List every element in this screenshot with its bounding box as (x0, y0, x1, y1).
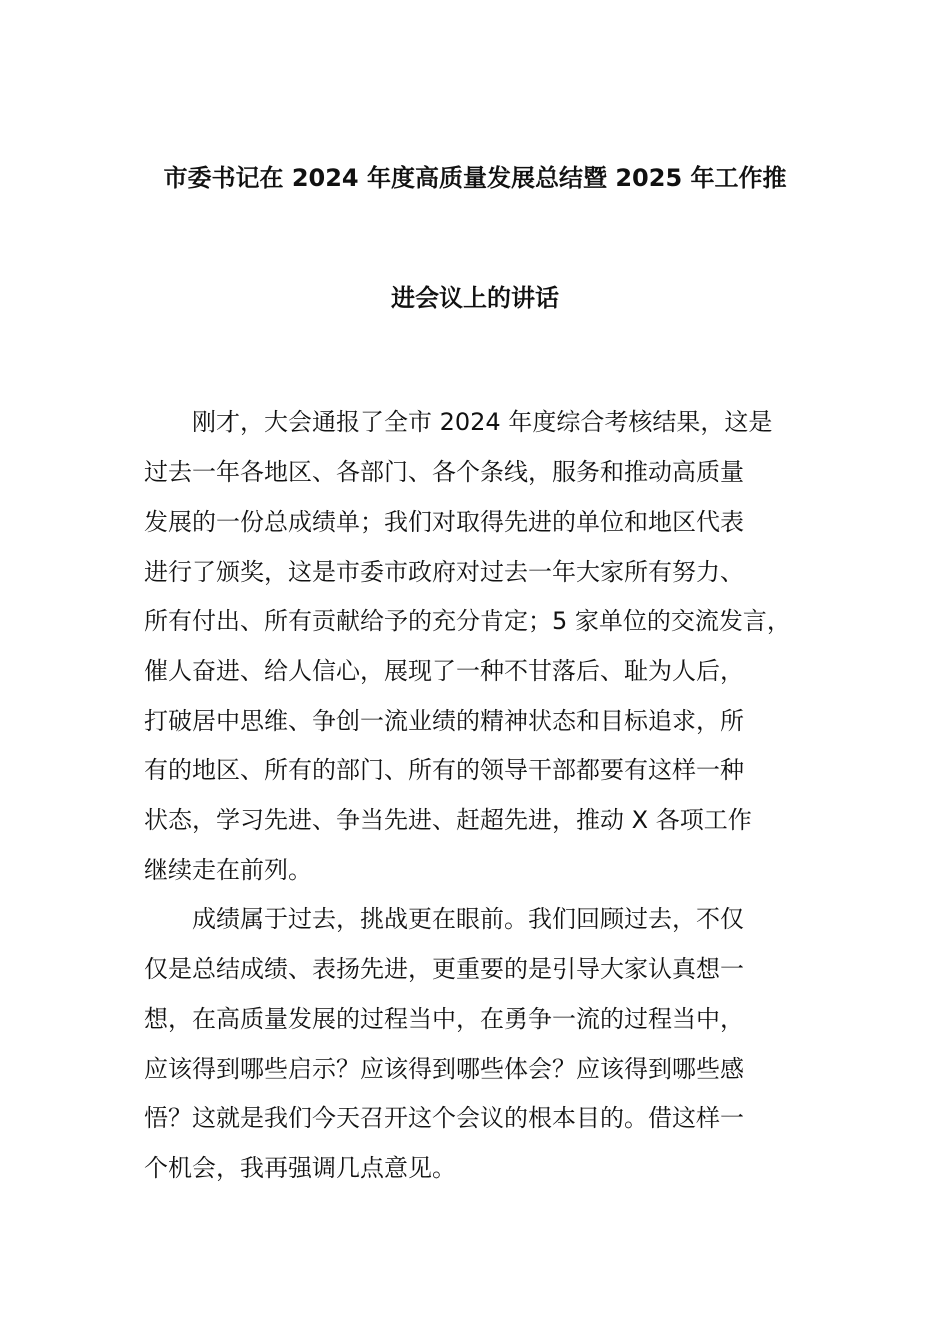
paragraph-line: 仅是总结成绩、表扬先进，更重要的是引导大家认真想一 (144, 955, 744, 983)
paragraph-line: 应该得到哪些启示？应该得到哪些体会？应该得到哪些感 (144, 1055, 744, 1083)
paragraph-line: 继续走在前列。 (144, 856, 312, 884)
paragraph-line: 状态，学习先进、争当先进、赶超先进，推动 X 各项工作 (144, 806, 752, 834)
paragraph-line: 催人奋进、给人信心，展现了一种不甘落后、耻为人后， (144, 657, 744, 685)
paragraph-line: 成绩属于过去，挑战更在眼前。我们回顾过去，不仅 (192, 905, 744, 933)
paragraph-line: 个机会，我再强调几点意见。 (144, 1154, 456, 1182)
paragraph-line: 发展的一份总成绩单；我们对取得先进的单位和地区代表 (144, 508, 744, 536)
paragraph-line: 悟？这就是我们今天召开这个会议的根本目的。借这样一 (144, 1104, 744, 1132)
paragraph-line: 刚才，大会通报了全市 2024 年度综合考核结果，这是 (192, 408, 773, 436)
paragraph-line: 有的地区、所有的部门、所有的领导干部都要有这样一种 (144, 756, 744, 784)
paragraph-line: 过去一年各地区、各部门、各个条线，服务和推动高质量 (144, 458, 744, 486)
paragraph-line: 进行了颁奖，这是市委市政府对过去一年大家所有努力、 (144, 558, 744, 586)
paragraph-line: 所有付出、所有贡献给予的充分肯定；5 家单位的交流发言， (144, 607, 791, 635)
paragraph-line: 打破居中思维、争创一流业绩的精神状态和目标追求，所 (144, 707, 744, 735)
paragraph-line: 想，在高质量发展的过程当中，在勇争一流的过程当中， (144, 1005, 744, 1033)
title-line-2: 进会议上的讲话 (391, 284, 559, 312)
title-line-1: 市委书记在 2024 年度高质量发展总结暨 2025 年工作推 (163, 164, 787, 192)
